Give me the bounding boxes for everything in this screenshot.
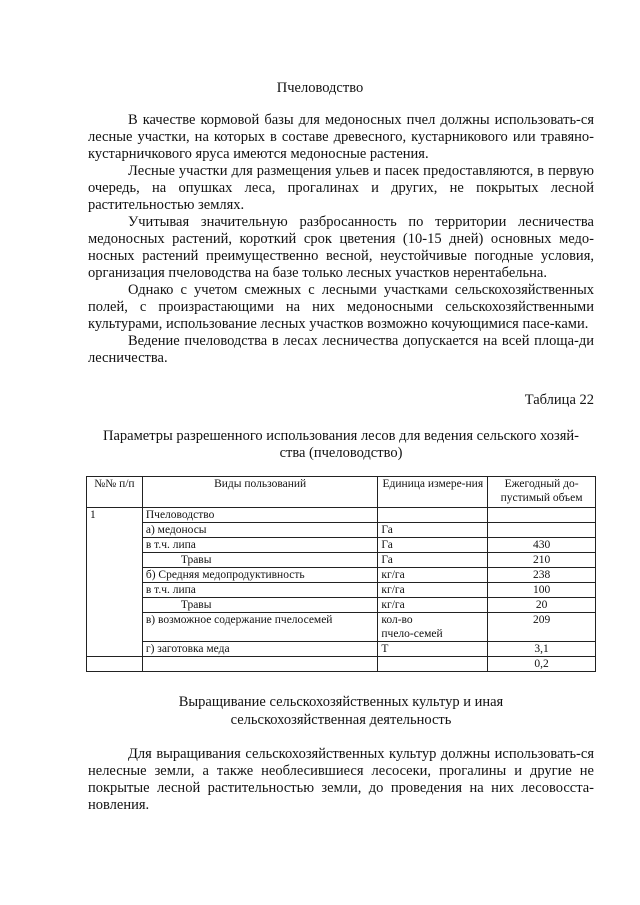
paragraph: Ведение пчеловодства в лесах лесничества допускается на всей площа-ди лесничества. [88, 333, 594, 366]
parameters-table [86, 476, 596, 672]
row-unit: кг/га [378, 598, 488, 613]
row-type: в т.ч. липа [142, 538, 378, 553]
agriculture-text [88, 746, 594, 814]
row-amount: 0,2 [488, 657, 596, 672]
table-label: Таблица 22 [524, 392, 594, 408]
row-num: 1 [87, 508, 143, 523]
paragraph: В качестве кормовой базы для медоносных пчел должны использовать-ся лесные участки, на которых в составе древесного, кустарникового или травяно-кустарничкового яруса имеются медоносные растения. [88, 112, 594, 162]
paragraph: Лесные участки для размещения ульев и пасек предоставляются, в первую очередь, на опушках леса, прогалинах и других, не покрытых лесной растительностью землях. [88, 163, 594, 213]
row-type: в т.ч. липа [142, 583, 378, 598]
unit-line: пчело-семей [381, 628, 443, 640]
row-type: а) медоносы [142, 523, 378, 538]
row-unit: кг/га [378, 583, 488, 598]
header-num: №№ п/п [87, 477, 143, 508]
row-type: г) заготовка меда [142, 642, 378, 657]
paragraph: Для выращивания сельскохозяйственных культур должны использовать-ся нелесные земли, а также необлесившиеся лесосеки, прогалины и другие не покрытые лесной растительностью земли, до проведения на них лесовосста-новления. [88, 746, 594, 813]
row-unit: Га [378, 523, 488, 538]
row-amount: 210 [488, 553, 596, 568]
row-num [87, 538, 143, 553]
row-unit: Га [378, 553, 488, 568]
row-amount: 430 [488, 538, 596, 553]
table-row [87, 598, 596, 613]
header-amount: Ежегодный до-пустимый объем [488, 477, 596, 508]
section-heading-line: сельскохозяйственная деятельность [230, 712, 452, 728]
table-row [87, 642, 596, 657]
row-type: Травы [142, 553, 378, 568]
row-type: б) Средняя медопродуктивность [142, 568, 378, 583]
row-amount [488, 508, 596, 523]
table-row [87, 583, 596, 598]
beekeeping-text [88, 112, 594, 367]
table-row [87, 613, 596, 642]
row-num [87, 657, 143, 672]
row-num [87, 583, 143, 598]
table-row [87, 538, 596, 553]
table-row [87, 523, 596, 538]
section-heading [88, 693, 594, 729]
row-type [142, 657, 378, 672]
row-unit [378, 657, 488, 672]
row-unit: кг/га [378, 568, 488, 583]
table-row [87, 657, 596, 672]
page-title: Пчеловодство [276, 80, 364, 96]
header-unit: Единица измере-ния [378, 477, 488, 508]
table-title-line: Параметры разрешенного использования лесов для ведения сельского хозяй- [103, 428, 579, 444]
row-num [87, 568, 143, 583]
row-amount [488, 523, 596, 538]
row-num [87, 642, 143, 657]
header-type: Виды пользований [142, 477, 378, 508]
table-title [88, 428, 594, 462]
row-num [87, 613, 143, 642]
section-heading-line: Выращивание сельскохозяйственных культур и иная [178, 694, 504, 710]
row-type: Травы [142, 598, 378, 613]
row-type: Пчеловодство [142, 508, 378, 523]
row-type: в) возможное содержание пчелосемей [142, 613, 378, 642]
row-amount: 3,1 [488, 642, 596, 657]
row-unit [378, 508, 488, 523]
row-amount: 209 [488, 613, 596, 642]
table-title-line: ства (пчеловодство) [279, 445, 403, 461]
table-row [87, 568, 596, 583]
row-unit: Т [378, 642, 488, 657]
row-amount: 238 [488, 568, 596, 583]
table-row [87, 508, 596, 523]
table-row [87, 553, 596, 568]
row-amount: 20 [488, 598, 596, 613]
unit-line: кол-во [381, 614, 413, 626]
row-num [87, 553, 143, 568]
row-num [87, 598, 143, 613]
row-unit [378, 613, 488, 642]
row-num [87, 523, 143, 538]
row-amount: 100 [488, 583, 596, 598]
paragraph: Учитывая значительную разбросанность по территории лесничества медоносных растений, короткий срок цветения (10-15 дней) основных медо-носных растений преимущественно весной, неустойчивые погодные условия, организация пчеловодства на базе только лесных участков нерентабельна. [88, 214, 594, 281]
paragraph: Однако с учетом смежных с лесными участками сельскохозяйственных полей, с произрастающими на них медоносными сельскохозяйственными культурами, использование лесных участков возможно кочующимися пасе-ками. [88, 282, 594, 332]
table-header-row [87, 477, 596, 508]
row-unit: Га [378, 538, 488, 553]
